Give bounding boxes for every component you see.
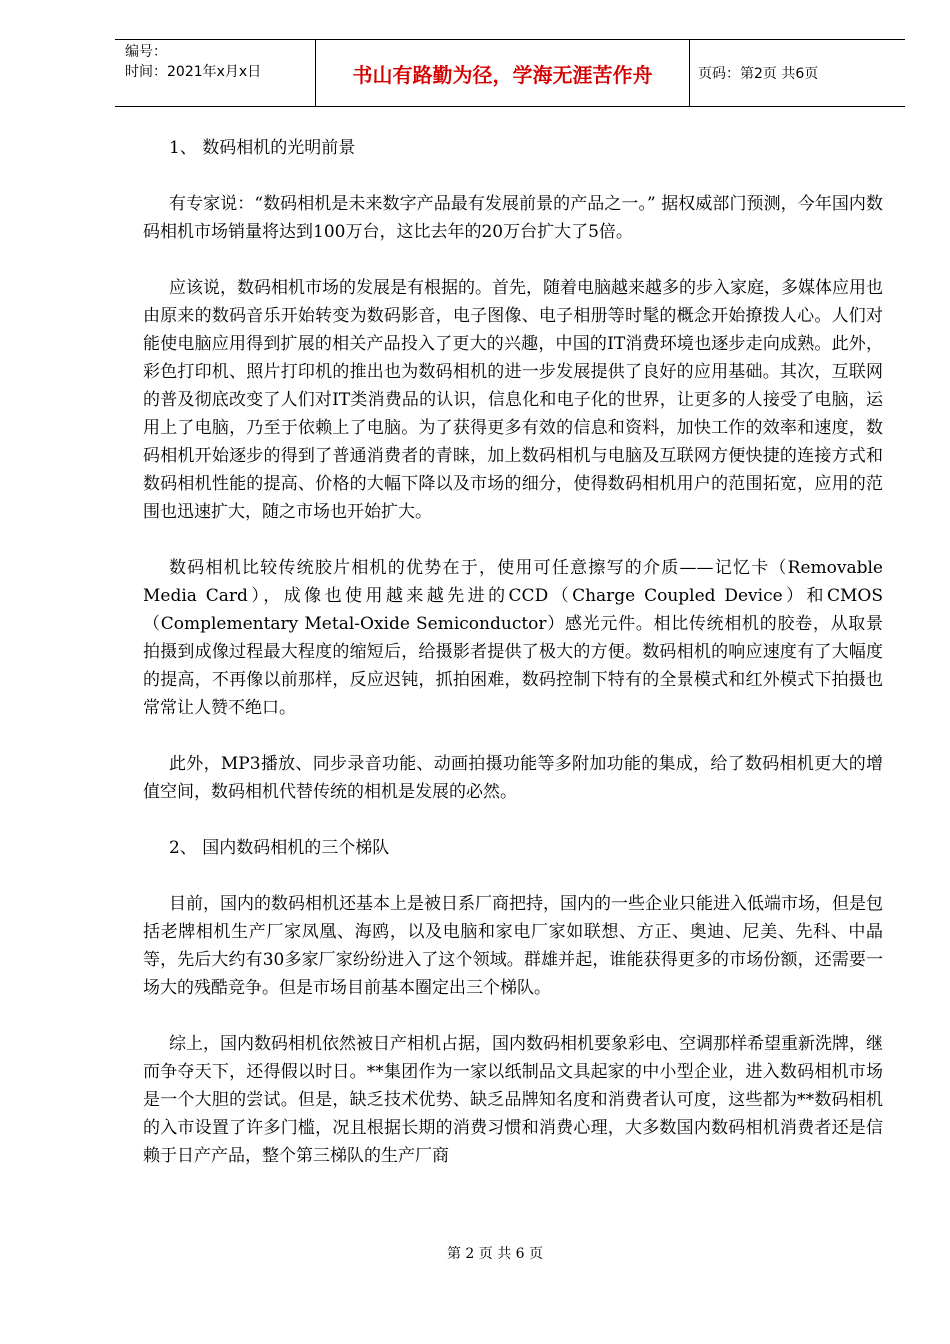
paragraph: 数码相机比较传统胶片相机的优势在于，使用可任意擦写的介质——记忆卡（Removable Media Card），成像也使用越来越先进的CCD（Charge Coupled Device）和CMOS（Complementary Metal-Oxide Semiconductor）感光元件。相比传统相机的胶卷，从取景拍摄到成像过程最大程度的缩短后，给摄影者提供了极大的方便。数码相机的响应速度有了大幅度的提高，不再像以前那样，反应迟钝，抓拍困难，数码控制下特有的全景模式和红外模式下拍摄也常常让人赞不绝口。 xyxy=(143,558,883,718)
section-heading: 2、 国内数码相机的三个梯队 xyxy=(169,838,390,858)
page-footer: 第 2 页 共 6 页 xyxy=(446,1246,544,1262)
document-time-label: 时间：2021年x月x日 xyxy=(125,64,262,80)
header-page-info: 页码：第2页 共6页 xyxy=(698,66,819,82)
paragraph: 综上，国内数码相机依然被日产相机占据，国内数码相机要象彩电、空调那样希望重新洗牌，继而争夺天下，还得假以时日。**集团作为一家以纸制品文具起家的中小型企业，进入数码相机市场是一个大胆的尝试。但是，缺乏技术优势、缺乏品牌知名度和消费者认可度，这些都为**数码相机的入市设置了许多门槛，况且根据长期的消费习惯和消费心理，大多数国内数码相机消费者还是信赖于日产产品，整个第三梯队的生产厂商 xyxy=(143,1034,883,1166)
paragraph: 此外，MP3播放、同步录音功能、动画拍摄功能等多附加功能的集成，给了数码相机更大的增值空间，数码相机代替传统的相机是发展的必然。 xyxy=(143,754,883,802)
document-number-label: 编号： xyxy=(125,44,167,60)
section-heading: 1、 数码相机的光明前景 xyxy=(169,138,356,158)
page-header xyxy=(115,39,905,107)
document-body xyxy=(143,134,883,1198)
paragraph: 有专家说：“数码相机是未来数字产品最有发展前景的产品之一。” 据权威部门预测，今年国内数码相机市场销量将达到100万台，这比去年的20万台扩大了5倍。 xyxy=(143,194,883,242)
paragraph: 应该说，数码相机市场的发展是有根据的。首先，随着电脑越来越多的步入家庭，多媒体应用也由原来的数码音乐开始转变为数码影音，电子图像、电子相册等时髦的概念开始撩拨人心。人们对能使电脑应用得到扩展的相关产品投入了更大的兴趣，中国的IT消费环境也逐步走向成熟。此外，彩色打印机、照片打印机的推出也为数码相机的进一步发展提供了良好的应用基础。其次，互联网的普及彻底改变了人们对IT类消费品的认识，信息化和电子化的世界，让更多的人接受了电脑，运用上了电脑，乃至于依赖上了电脑。为了获得更多有效的信息和资料，加快工作的效率和速度，数码相机开始逐步的得到了普通消费者的青睐，加上数码相机与电脑及互联网方便快捷的连接方式和数码相机性能的提高、价格的大幅下降以及市场的细分，使得数码相机用户的范围拓宽，应用的范围也迅速扩大，随之市场也开始扩大。 xyxy=(143,278,883,522)
header-motto: 书山有路勤为径，学海无涯苦作舟 xyxy=(316,40,690,106)
paragraph: 目前，国内的数码相机还基本上是被日系厂商把持，国内的一些企业只能进入低端市场，但是包括老牌相机生产厂家凤凰、海鸥，以及电脑和家电厂家如联想、方正、奥迪、尼美、先科、中晶等，先后大约有30多家厂家纷纷进入了这个领域。群雄并起，谁能获得更多的市场份额，还需要一场大的残酷竞争。但是市场目前基本圈定出三个梯队。 xyxy=(143,894,883,998)
header-meta xyxy=(115,40,316,106)
